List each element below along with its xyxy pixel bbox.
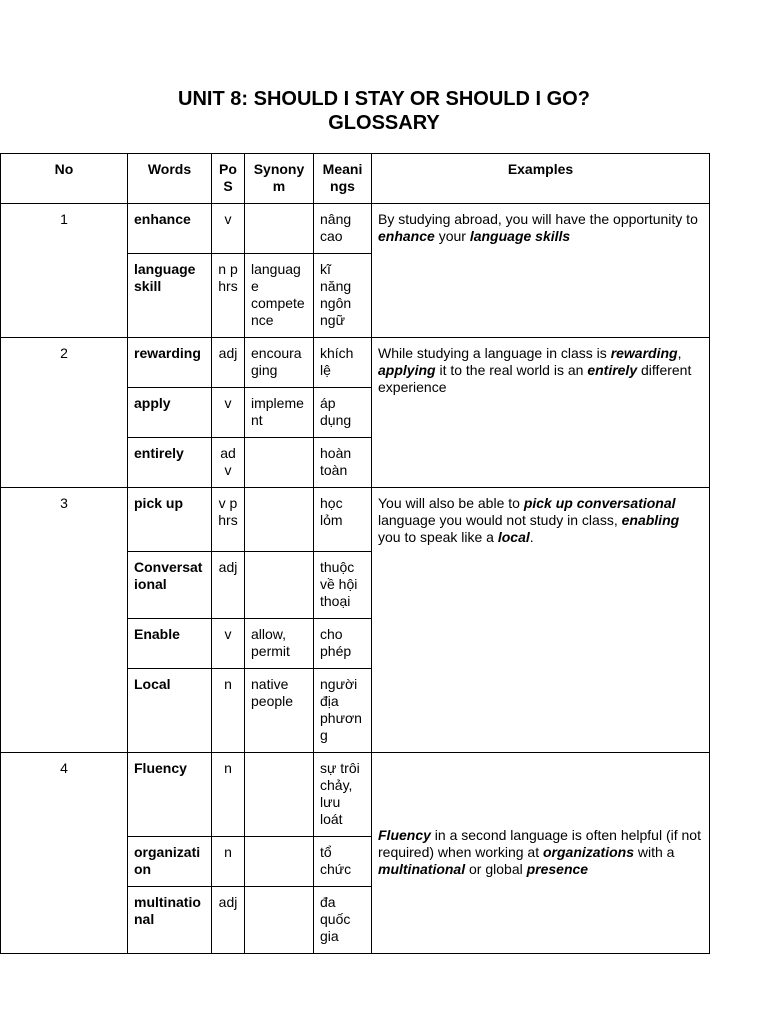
- vocab-word: entirely: [128, 438, 212, 488]
- example-sentence: [372, 753, 710, 954]
- table-row: [1, 488, 710, 552]
- example-text: in a second language is often helpful (if not required) when working at: [378, 827, 701, 860]
- example-text: it to the real world is an: [435, 362, 588, 378]
- part-of-speech: v phrs: [212, 488, 245, 552]
- part-of-speech: n: [212, 753, 245, 837]
- highlighted-term: presence: [526, 861, 589, 877]
- vocab-word: Enable: [128, 619, 212, 669]
- header-words: Words: [128, 154, 212, 204]
- glossary-table: [0, 153, 710, 954]
- example-text: While studying a language in class is: [378, 345, 611, 361]
- synonym: [245, 887, 314, 954]
- meaning: cho phép: [314, 619, 372, 669]
- table-row: [1, 753, 710, 837]
- document-title: UNIT 8: SHOULD I STAY OR SHOULD I GO?: [178, 88, 590, 110]
- synonym: [245, 837, 314, 887]
- entry-number: 1: [1, 204, 128, 338]
- meaning: học lỏm: [314, 488, 372, 552]
- header-meanings: Meanings: [314, 154, 372, 204]
- meaning: tổ chức: [314, 837, 372, 887]
- highlighted-term: language skills: [469, 228, 571, 244]
- highlighted-term: applying: [378, 362, 436, 378]
- example-text: you to speak like a: [378, 529, 498, 545]
- highlighted-term: rewarding: [610, 345, 678, 361]
- meaning: nâng cao: [314, 204, 372, 254]
- example-text: with a: [634, 844, 675, 860]
- vocab-word: Conversational: [128, 552, 212, 619]
- header-synonym: Synonym: [245, 154, 314, 204]
- vocab-word: pick up: [128, 488, 212, 552]
- part-of-speech: n: [212, 669, 245, 753]
- vocab-word: multinational: [128, 887, 212, 954]
- synonym: [245, 753, 314, 837]
- highlighted-term: enabling: [621, 512, 680, 528]
- part-of-speech: adj: [212, 887, 245, 954]
- meaning: kĩ năng ngôn ngữ: [314, 254, 372, 338]
- synonym: [245, 552, 314, 619]
- vocab-word: organization: [128, 837, 212, 887]
- example-text: or global: [465, 861, 527, 877]
- entry-number: 2: [1, 338, 128, 488]
- part-of-speech: adj: [212, 338, 245, 388]
- vocab-word: language skill: [128, 254, 212, 338]
- synonym: [245, 204, 314, 254]
- meaning: khích lệ: [314, 338, 372, 388]
- glossary-body: [1, 204, 710, 954]
- part-of-speech: v: [212, 204, 245, 254]
- table-row: [1, 338, 710, 388]
- vocab-word: enhance: [128, 204, 212, 254]
- vocab-word: rewarding: [128, 338, 212, 388]
- example-sentence: [372, 204, 710, 338]
- synonym: encouraging: [245, 338, 314, 388]
- entry-number: 4: [1, 753, 128, 954]
- part-of-speech: v: [212, 619, 245, 669]
- highlighted-term: multinational: [378, 861, 466, 877]
- header-pos: PoS: [212, 154, 245, 204]
- meaning: sự trôi chảy, lưu loát: [314, 753, 372, 837]
- meaning: người địa phương: [314, 669, 372, 753]
- meaning: áp dụng: [314, 388, 372, 438]
- synonym: language competence: [245, 254, 314, 338]
- example-text: language you would not study in class,: [378, 512, 622, 528]
- synonym: native people: [245, 669, 314, 753]
- example-text: your: [434, 228, 470, 244]
- table-header-row: [1, 154, 710, 204]
- highlighted-term: pick up conversational: [523, 495, 676, 511]
- meaning: hoàn toàn: [314, 438, 372, 488]
- example-sentence: [372, 338, 710, 488]
- part-of-speech: n: [212, 837, 245, 887]
- document-subtitle: GLOSSARY: [328, 112, 440, 134]
- part-of-speech: adv: [212, 438, 245, 488]
- highlighted-term: Fluency: [378, 827, 431, 843]
- example-text: .: [529, 529, 534, 545]
- part-of-speech: adj: [212, 552, 245, 619]
- highlighted-term: organizations: [542, 844, 634, 860]
- highlighted-term: enhance: [378, 228, 435, 244]
- synonym: [245, 438, 314, 488]
- entry-number: 3: [1, 488, 128, 753]
- highlighted-term: entirely: [587, 362, 638, 378]
- header-examples: Examples: [372, 154, 710, 204]
- vocab-word: Fluency: [128, 753, 212, 837]
- highlighted-term: local: [497, 529, 530, 545]
- meaning: đa quốc gia: [314, 887, 372, 954]
- part-of-speech: n phrs: [212, 254, 245, 338]
- vocab-word: apply: [128, 388, 212, 438]
- synonym: [245, 488, 314, 552]
- synonym: allow, permit: [245, 619, 314, 669]
- example-sentence: [372, 488, 710, 753]
- header-no: No: [1, 154, 128, 204]
- example-text: ,: [677, 345, 682, 361]
- example-text: By studying abroad, you will have the opportunity to: [378, 211, 698, 227]
- example-text: You will also be able to: [378, 495, 524, 511]
- vocab-word: Local: [128, 669, 212, 753]
- example-text: different experience: [378, 362, 692, 395]
- synonym: implement: [245, 388, 314, 438]
- meaning: thuộc về hội thoại: [314, 552, 372, 619]
- part-of-speech: v: [212, 388, 245, 438]
- table-row: [1, 204, 710, 254]
